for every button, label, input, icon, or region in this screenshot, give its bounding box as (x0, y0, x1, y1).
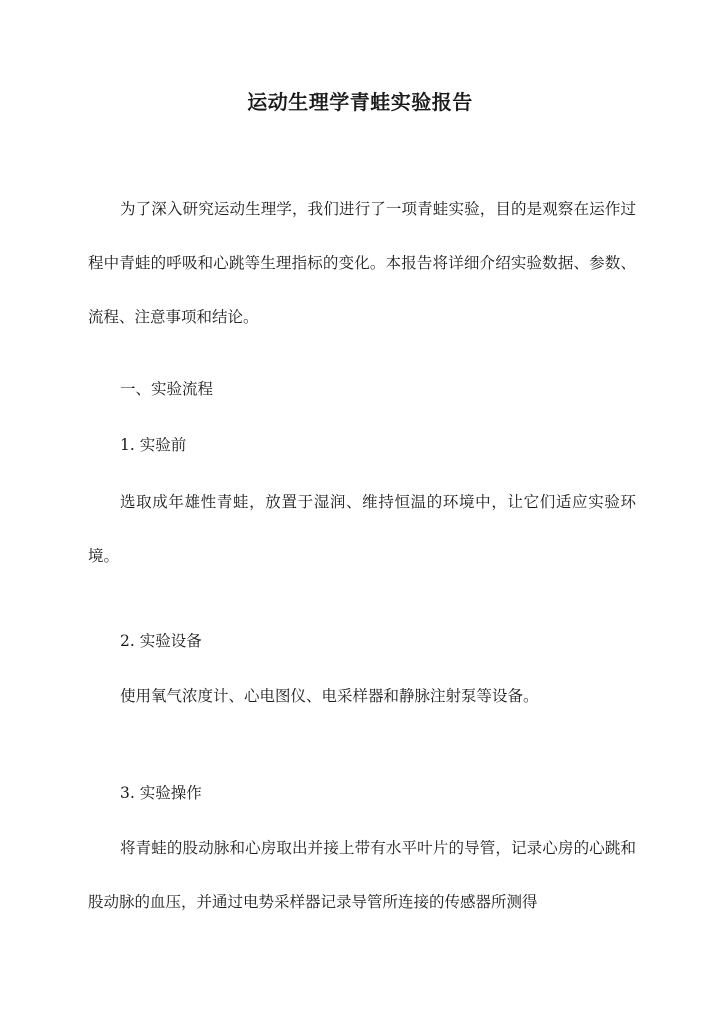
section-heading-experiment-flow: 一、实验流程 (120, 380, 214, 398)
operation-paragraph: 将青蛙的股动脉和心房取出并接上带有水平叶片的导管，记录心房的心跳和股动脉的血压，并通过电势采样器记录导管所连接的传感器所测得 (88, 839, 636, 911)
document-title: 运动生理学青蛙实验报告 (247, 90, 473, 114)
equipment-paragraph: 使用氧气浓度计、心电图仪、电采样器和静脉注射泵等设备。 (120, 687, 539, 705)
intro-paragraph: 为了深入研究运动生理学，我们进行了一项青蛙实验，目的是观察在运作过程中青蛙的呼吸和心跳等生理指标的变化。本报告将详细介绍实验数据、参数、流程、注意事项和结论。 (88, 200, 636, 326)
before-experiment-paragraph: 选取成年雄性青蛙，放置于湿润、维持恒温的环境中，让它们适应实验环境。 (88, 493, 636, 565)
subsection-heading-operation: 3. 实验操作 (120, 784, 202, 802)
subsection-heading-equipment: 2. 实验设备 (120, 632, 202, 650)
subsection-heading-before-experiment: 1. 实验前 (120, 436, 187, 454)
